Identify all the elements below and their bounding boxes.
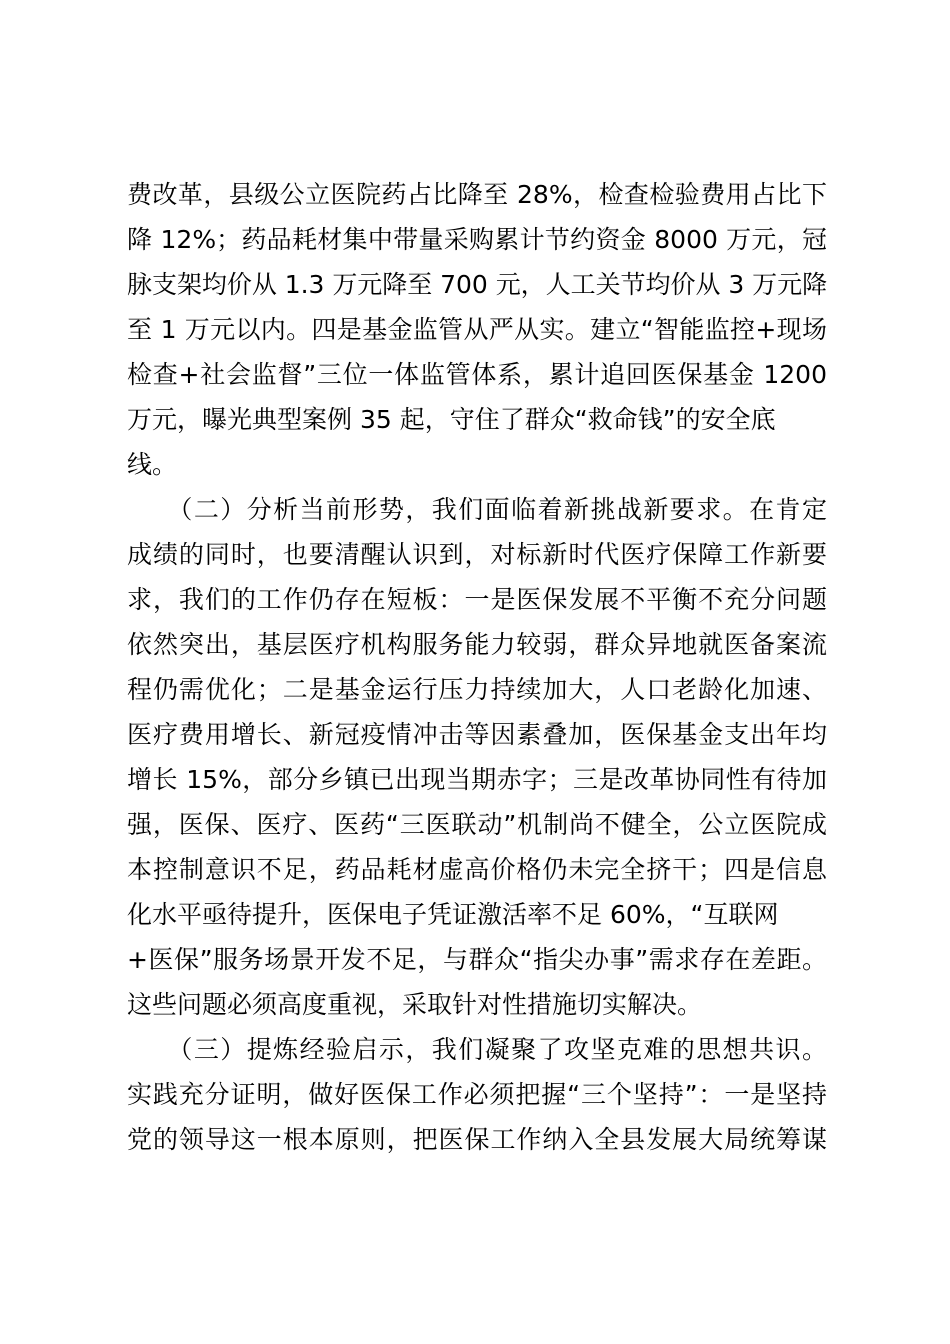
text-line: 至 1 万元以内。四是基金监管从严从实。建立“智能监控+现场 bbox=[127, 315, 827, 344]
text-line: 检查+社会监督”三位一体监管体系，累计追回医保基金 1200 bbox=[127, 360, 827, 389]
text-line: 费改革，县级公立医院药占比降至 28%，检查检验费用占比下 bbox=[127, 180, 827, 209]
text-line: 增长 15%，部分乡镇已出现当期赤字；三是改革协同性有待加 bbox=[127, 765, 827, 794]
text-line: 降 12%；药品耗材集中带量采购累计节约资金 8000 万元，冠 bbox=[127, 225, 827, 254]
text-line: 这些问题必须高度重视，采取针对性措施切实解决。 bbox=[127, 990, 703, 1019]
text-line: 医疗费用增长、新冠疫情冲击等因素叠加，医保基金支出年均 bbox=[127, 720, 827, 749]
text-line: 化水平亟待提升，医保电子凭证激活率不足 60%，“互联网 bbox=[127, 900, 779, 929]
text-line: 程仍需优化；二是基金运行压力持续加大，人口老龄化加速、 bbox=[127, 675, 827, 704]
text-line: 依然突出，基层医疗机构服务能力较弱，群众异地就医备案流 bbox=[127, 630, 827, 659]
text-line: 成绩的同时，也要清醒认识到，对标新时代医疗保障工作新要 bbox=[127, 540, 827, 569]
text-line: 实践充分证明，做好医保工作必须把握“三个坚持”：一是坚持 bbox=[127, 1080, 827, 1109]
text-line: （二）分析当前形势，我们面临着新挑战新要求。在肯定 bbox=[127, 495, 827, 524]
text-line: 党的领导这一根本原则，把医保工作纳入全县发展大局统筹谋 bbox=[127, 1125, 827, 1154]
text-line: +医保”服务场景开发不足，与群众“指尖办事”需求存在差距。 bbox=[127, 945, 827, 974]
text-line: 线。 bbox=[127, 450, 178, 479]
body-text bbox=[127, 172, 827, 1162]
text-line: 求，我们的工作仍存在短板：一是医保发展不平衡不充分问题 bbox=[127, 585, 827, 614]
text-line: 强，医保、医疗、医药“三医联动”机制尚不健全，公立医院成 bbox=[127, 810, 827, 839]
text-line: 本控制意识不足，药品耗材虚高价格仍未完全挤干；四是信息 bbox=[127, 855, 827, 884]
text-line: （三）提炼经验启示，我们凝聚了攻坚克难的思想共识。 bbox=[127, 1035, 827, 1064]
text-line: 万元，曝光典型案例 35 起，守住了群众“救命钱”的安全底 bbox=[127, 405, 776, 434]
text-line: 脉支架均价从 1.3 万元降至 700 元，人工关节均价从 3 万元降 bbox=[127, 270, 828, 299]
